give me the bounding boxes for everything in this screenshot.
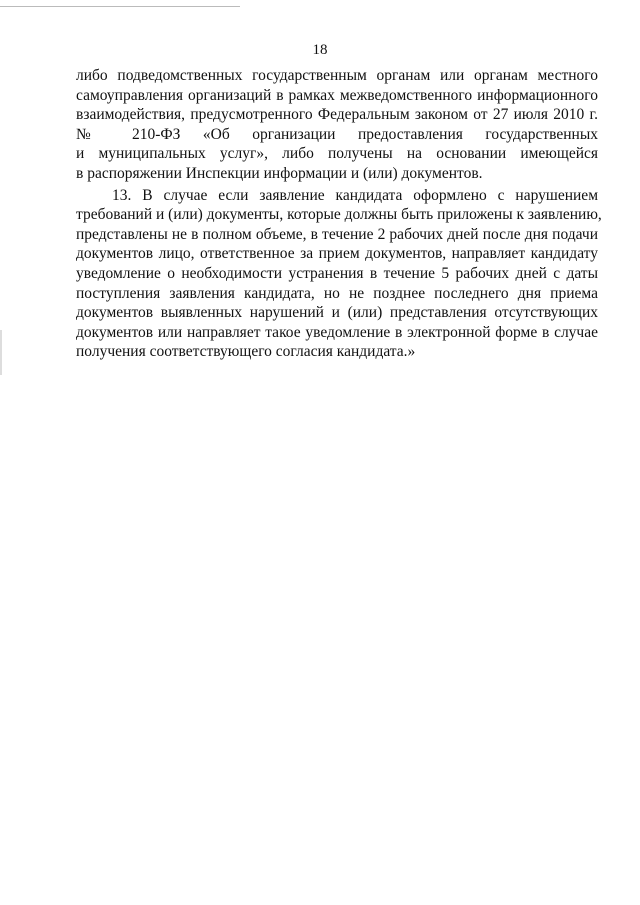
- text-line: представлены не в полном объеме, в течение 2 рабочих дней после дня подачи: [76, 225, 598, 243]
- text-line: уведомление о необходимости устранения в течение 5 рабочих дней с даты: [76, 264, 598, 282]
- document-body: [76, 66, 602, 362]
- top-edge-rule: [0, 6, 240, 7]
- text-line: документов выявленных нарушений и (или) представления отсутствующих: [76, 304, 598, 322]
- text-line: получения соответствующего согласия кандидата.»: [76, 343, 416, 361]
- paragraph-13: [76, 186, 602, 362]
- scan-edge-mark: [0, 330, 2, 375]
- page-number: 18: [312, 42, 328, 58]
- text-line: № 210-ФЗ «Об организации предоставления государственных: [76, 125, 598, 143]
- text-line: требований и (или) документы, которые должны быть приложены к заявлению,: [76, 206, 602, 224]
- text-line: взаимодействия, предусмотренного Федеральным законом от 27 июля 2010 г.: [76, 106, 598, 124]
- text-line: поступления заявления кандидата, но не позднее последнего дня приема: [76, 284, 598, 302]
- text-line: 13. В случае если заявление кандидата оформлено с нарушением: [112, 186, 598, 204]
- text-line: документов или направляет такое уведомление в электронной форме в случае: [76, 323, 598, 341]
- text-line: либо подведомственных государственным органам или органам местного: [76, 67, 598, 84]
- text-line: самоуправления организаций в рамках межведомственного информационного: [76, 86, 598, 104]
- text-line: документов лицо, ответственное за прием документов, направляет кандидату: [76, 245, 598, 263]
- text-line: в распоряжении Инспекции информации и (или) документов.: [76, 164, 483, 182]
- text-line: и муниципальных услуг», либо получены на основании имеющейся: [76, 145, 598, 163]
- paragraph-continuation: [76, 66, 598, 184]
